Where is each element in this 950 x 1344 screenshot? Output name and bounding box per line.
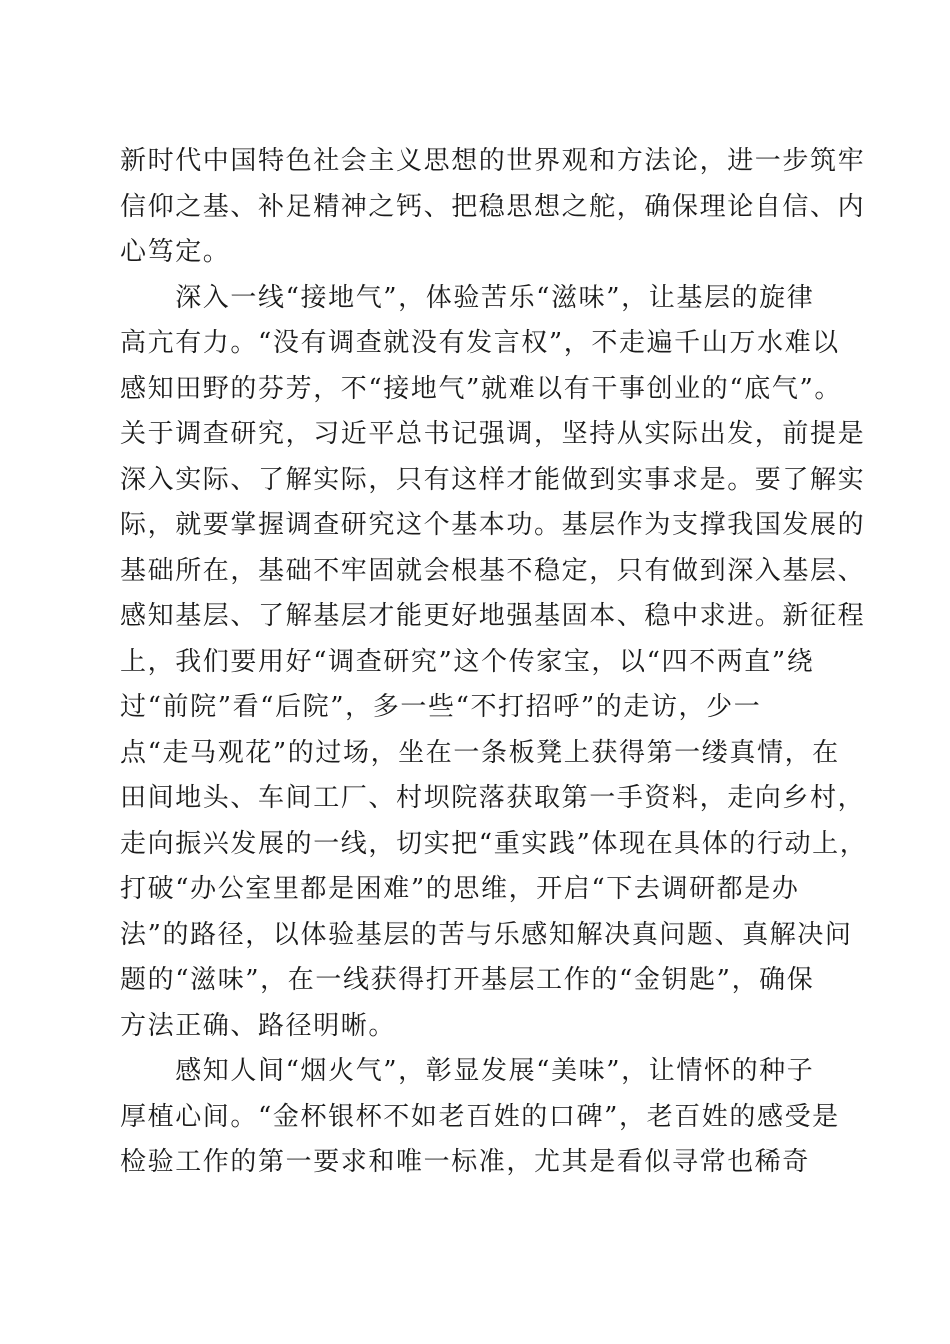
text-line: 新时代中国特色社会主义思想的世界观和方法论，进一步筑牢	[120, 146, 866, 176]
text-line: 田间地头、车间工厂、村坝院落获取第一手资料，走向乡村，	[120, 783, 866, 813]
text-line: 际，就要掌握调查研究这个基本功。基层作为支撑我国发展的	[120, 510, 866, 540]
text-line: 感知基层、了解基层才能更好地强基固本、稳中求进。新征程	[120, 601, 866, 631]
text-line: 打破“办公室里都是困难”的思维，开启“下去调研都是办	[120, 874, 800, 904]
text-line: 关于调查研究，习近平总书记强调，坚持从实际出发，前提是	[120, 419, 866, 449]
text-line: 基础所在，基础不牢固就会根基不稳定，只有做到深入基层、	[120, 555, 866, 586]
text-line: 感知田野的芬芳，不“接地气”就难以有干事创业的“底气”。	[120, 373, 842, 404]
text-line: 厚植心间。“金杯银杯不如老百姓的口碑”，老百姓的感受是	[120, 1101, 840, 1132]
text-line: 高亢有力。“没有调查就没有发言权”，不走遍千山万水难以	[120, 328, 840, 358]
text-line: 深入一线“接地气”，体验苦乐“滋味”，让基层的旋律	[120, 282, 815, 313]
text-line: 深入实际、了解实际，只有这样才能做到实事求是。要了解实	[120, 464, 866, 495]
text-line: 过“前院”看“后院”，多一些“不打招呼”的走访，少一	[120, 692, 762, 722]
text-line: 题的“滋味”，在一线获得打开基层工作的“金钥匙”，确保	[120, 965, 815, 995]
text-line: 感知人间“烟火气”，彰显发展“美味”，让情怀的种子	[120, 1056, 815, 1086]
text-line: 上，我们要用好“调查研究”这个传家宝，以“四不两直”绕	[120, 646, 815, 677]
text-line: 检验工作的第一要求和唯一标准，尤其是看似寻常也稀奇	[120, 1147, 811, 1177]
text-line: 信仰之基、补足精神之钙、把稳思想之舵，确保理论自信、内	[120, 191, 866, 222]
text-line: 方法正确、路径明晰。	[120, 1010, 397, 1041]
body-text	[120, 139, 868, 1186]
text-line: 走向振兴发展的一线，切实把“重实践”体现在具体的行动上，	[120, 828, 868, 859]
text-line: 心笃定。	[120, 237, 231, 267]
text-line: 法”的路径，以体验基层的苦与乐感知解决真问题、真解决问	[120, 919, 853, 950]
text-line: 点“走马观花”的过场，坐在一条板凳上获得第一缕真情，在	[120, 737, 840, 768]
